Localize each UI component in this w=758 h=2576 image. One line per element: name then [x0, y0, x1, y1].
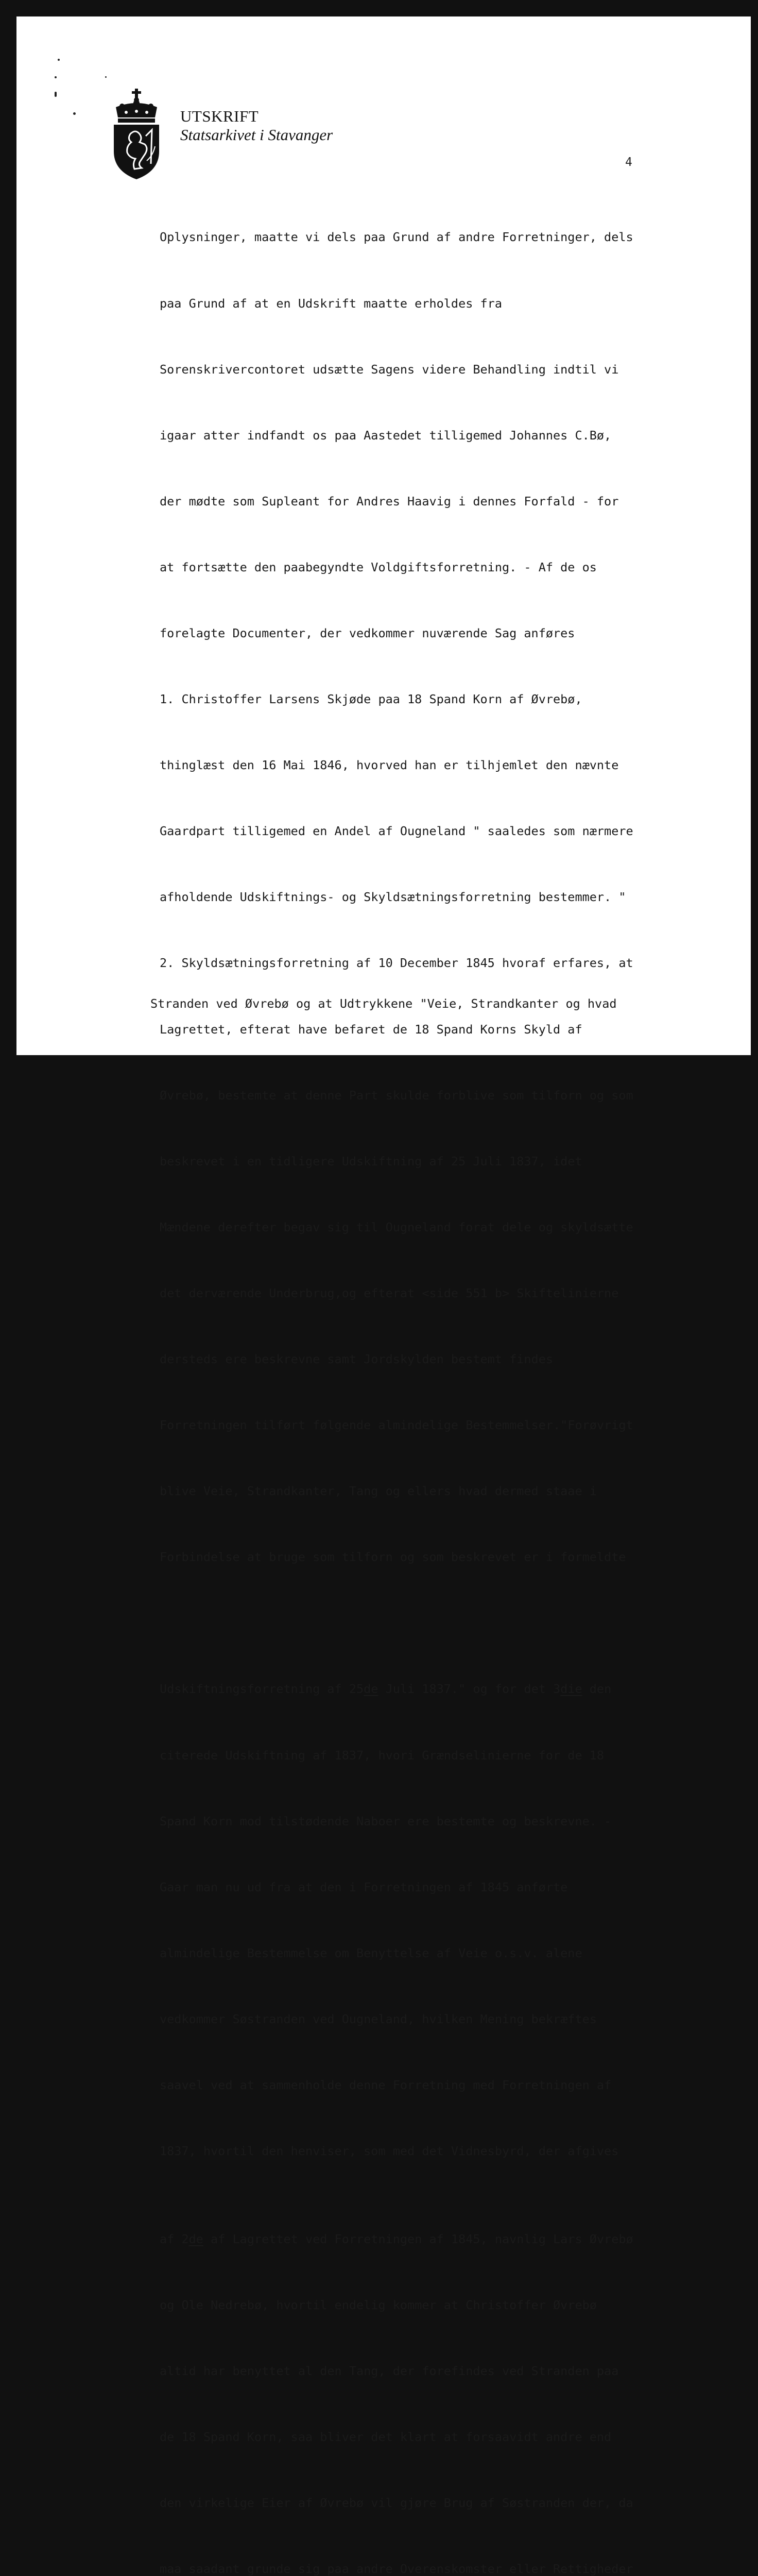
text-line: citerede Udskiftning af 1837, hvori Grændselinierne for de 18: [160, 1748, 605, 1762]
text-line: blive Veie, Strandkanter, Tang og ellers hvad dermed staae i: [160, 1484, 597, 1499]
text-line: der mødte som Supleant for Andres Haavig i dennes Forfald - for: [160, 494, 619, 509]
body-text: [160, 182, 757, 2576]
text-line: thinglæst den 16 Mai 1846, hvorved han er tilhjemlet den nævnte: [160, 758, 619, 773]
header-subtitle: Statsarkivet i Stavanger: [180, 126, 333, 144]
text-line: Oplysninger, maatte vi dels paa Grund af andre Forretninger, dels: [160, 230, 633, 245]
text-segment: den: [582, 1682, 612, 1697]
scan-speck: [55, 76, 57, 78]
text-line: Gaar man nu ud fra at den i Forretningen af 1845 anførte: [160, 1879, 568, 1894]
text-segment: Juli 1837." og for det 3: [378, 1682, 561, 1697]
text-line: paa Grund af at en Udskrift maatte erholdes fra: [160, 296, 502, 311]
scan-speck: [58, 59, 60, 61]
text-line: forelagte Documenter, der vedkommer nuværende Sag anføres: [160, 625, 575, 640]
text-line: den virkelige Eier af Øvrebø vil gjøre Brug af Søstranden der, da: [160, 2496, 633, 2511]
text-line-last: Stranden ved Øvrebø og at Udtrykkene "Veie, Strandkanter og hvad: [150, 996, 617, 1011]
text-line: [160, 2228, 757, 2250]
norwegian-coat-of-arms-icon: [111, 89, 162, 181]
text-segment: af Lagrettet ved Forretningen af 1845, navnlig Lars Øvrebø: [203, 2231, 633, 2246]
text-segment: af 2: [160, 2231, 189, 2246]
text-line: Mændene derefter begav sig til Ougneland forat dele og skyldsætte: [160, 1219, 633, 1234]
scan-speck: [73, 112, 76, 115]
text-line: beskrevet i en tidligere Udskiftning af 25 Juli 1837, idet: [160, 1154, 582, 1168]
text-line: dersteds ere beskrevne samt Jordskylden bestemt findes: [160, 1352, 554, 1366]
text-line: de 18 Spand Korn, saa bliver det klart at forsaavidt andre end: [160, 2430, 612, 2445]
text-line: Spand Korn mod tilstødende Naboer ere bestemte og beskrevne. -: [160, 1814, 612, 1828]
text-segment: Udskiftningsforretning af 25: [160, 1682, 364, 1697]
text-line: og Ole Nedrebø, hvortil endelig kommer at Christoffer Øvrebø: [160, 2298, 597, 2313]
page-number: 4: [625, 156, 632, 169]
text-line: Forretningen tilført følgende almindelige Bestemmelser."Forøvrigt: [160, 1418, 633, 1433]
text-line: almindelige Bestemmelse om Benyttelse af Veie o.s.v. alene: [160, 1945, 582, 1960]
text-line: altid har benyttet al den Tang, der forefindes ved Stranden paa: [160, 2364, 619, 2379]
text-line: saavel ved at sammenholde denne Forretning med Forretningen af: [160, 2078, 612, 2093]
text-line: Sorenskrivercontoret udsætte Sagens videre Behandling indtil vi: [160, 362, 619, 377]
text-line: vedkommer Søstranden ved Ougneland, hvilken Mening bekræftes: [160, 2011, 597, 2026]
text-line: [160, 1678, 757, 1700]
text-line: Forbindelse at bruge som tilforn og som beskrevet er i formeldte: [160, 1550, 626, 1565]
text-line: Lagrettet, efterat have befaret de 18 Spand Korns Skyld af: [160, 1022, 582, 1037]
text-line: igaar atter indfandt os paa Aastedet tilligemed Johannes C.Bø,: [160, 428, 612, 443]
text-line: 2. Skyldsætningsforretning af 10 December 1845 hvoraf erfares, at: [160, 956, 633, 971]
text-line: maa saadant grunde sig paa andre Overenskomster eller Rettigheder: [160, 2562, 633, 2576]
text-line: Gaardpart tilligemed en Andel af Ougneland " saaledes som nærmere: [160, 824, 633, 839]
document-page: [16, 16, 751, 2576]
text-line: 1837, hvortil den henviser, som med det Vidnesbyrd, der afgives: [160, 2144, 619, 2159]
underlined-text: de: [188, 2231, 203, 2246]
text-line: afholdende Udskiftnings- og Skyldsætningsforretning bestemmer. ": [160, 890, 626, 905]
text-line: 1. Christoffer Larsens Skjøde paa 18 Spand Korn af Øvrebø,: [160, 692, 582, 707]
text-line: at fortsætte den paabegyndte Voldgiftsforretning. - Af de os: [160, 560, 597, 574]
text-line: Øvrebø, bestemte at denne Part skulde forblive som tilforn og som: [160, 1088, 633, 1103]
underlined-text: die: [560, 1682, 582, 1697]
underlined-text: de: [364, 1682, 378, 1697]
text-line: det derværende Underbrug,og efterat <side 551 b> Skiftelinierne: [160, 1285, 619, 1300]
scan-speck: [105, 76, 107, 78]
scan-speck: [55, 92, 57, 97]
header-title: UTSKRIFT: [180, 107, 259, 125]
